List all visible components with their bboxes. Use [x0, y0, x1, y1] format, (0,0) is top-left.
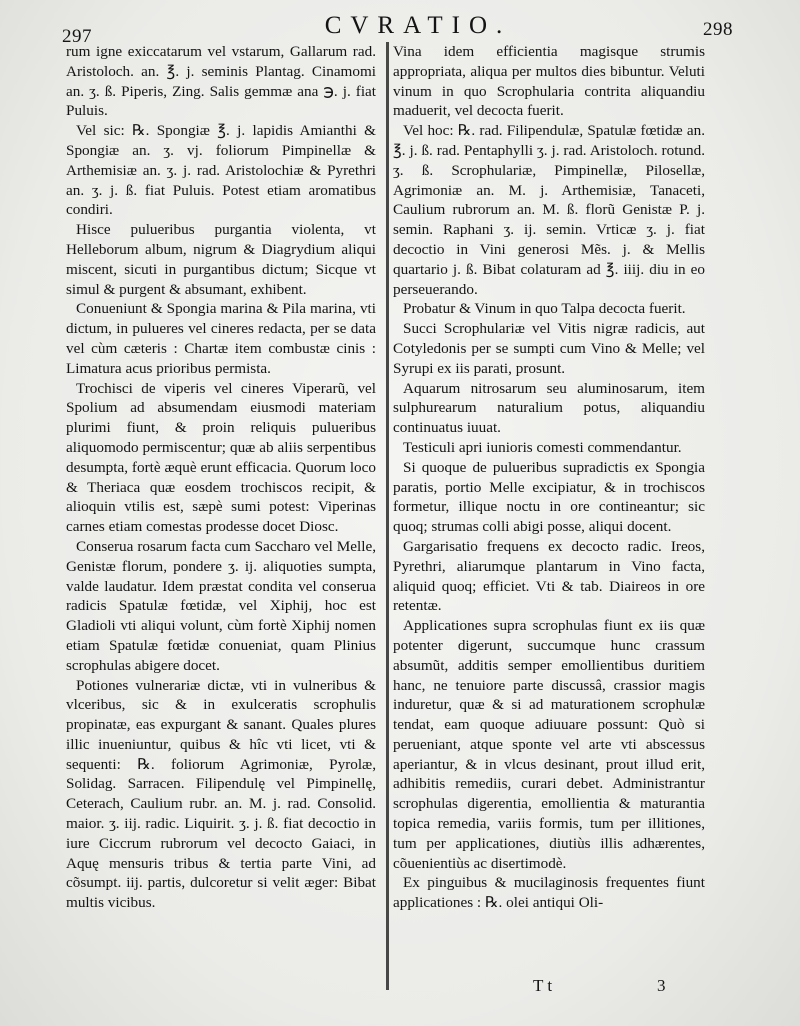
left-column — [66, 42, 376, 972]
page-number-left: 297 — [62, 26, 92, 47]
paragraph: Succi Scrophulariæ vel Vitis nigræ radicis, aut Cotyledonis per se sumpti cum Vino & Melle; vel Syrupi ex iis parati, prosunt. — [393, 320, 705, 377]
paragraph: Probatur & Vinum in quo Talpa decocta fuerit. — [403, 300, 686, 318]
paragraph: Hisce pulueribus purgantia violenta, vt Helleborum album, nigrum & Diagrydium aliqui miscent, sicuti in purgantibus dictum; Sicque vt simul & purgent & absumant, exhibent. — [66, 221, 376, 298]
paragraph: Trochisci de viperis vel cineres Viperarũ, vel Spolium ad absumendam eiusmodi materiam plurimi fiunt, & proin reliquis pulueribus aliquomodo permiscentur; quæ ab aliis serpentibus desumpta, fortè æquè erunt efficacia. Quorum loco & Theriaca quæ eosdem trochiscos recipit, & alioquin vtilis est, sæpè sumi potest: Viperinas carnes etiam comestas prodesse docet Diosc. — [66, 379, 376, 536]
running-title: CVRATIO. — [324, 12, 512, 39]
signature-mark: Tt — [533, 976, 557, 995]
paragraph: Vel hoc: ℞. rad. Filipendulæ, Spatulæ fœtidæ an. ℥. j. ß. rad. Pentaphylli ʒ. j. rad. Aristoloch. rotund. ʒ. ß. Scrophulariæ, Pimpinellæ, Pilosellæ, Agrimoniæ an. M. j. Arthemisiæ, Tanaceti, Caulium rubrorum an. M. ß. florũ Genistæ P. j. semin. Raphani ʒ. ij. semin. Vrticæ ʒ. j. fiat decoctio in Vini generosi Mẽs. j. & Mellis quartario j. ß. Bibat colaturam ad ℥. iiij. diu in eo perseuerando. — [393, 122, 705, 298]
paragraph: Vina idem efficientia magisque strumis appropriata, aliqua per multos dies bibuntur. Veluti vinum in quo Scrophularia contrita aliquandiu maduerit, vel decocta fuerit. — [393, 43, 705, 120]
paragraph: Gargarisatio frequens ex decocto radic. Ireos, Pyrethri, aliarumque plantarum in Vino facta, aliquid quoq; efficiet. Vti & tab. Diaireos in ore retentæ. — [393, 537, 705, 615]
paragraph: Testiculi apri iunioris comesti commendantur. — [403, 438, 682, 456]
paragraph: rum igne exiccatarum vel vstarum, Gallarum rad. Aristoloch. an. ℥. j. seminis Plantag. Cinamomi an. ʒ. ß. Piperis, Zing. Salis gemmæ ana ℈. j. fiat Puluis. — [66, 43, 376, 120]
paragraph: Conserua rosarum facta cum Saccharo vel Melle, Genistæ florum, pondere ʒ. ij. aliquoties sumpta, valde laudatur. Idem præstat condita vel conserua radicis Spatulæ fœtidæ, vel Xiphij, hoc est Gladioli vti aliqui volunt, cùm fortè Xiphij nomen etiam Spatulæ fœtidæ conueniat, quam Plinius scrophulas abigere docet. — [66, 537, 376, 674]
page-footer — [0, 975, 800, 1025]
page-header — [0, 6, 800, 46]
paragraph: Applicationes supra scrophulas fiunt ex iis quæ potenter digerunt, succumque hunc crassum absumũt, additis semper emollientibus duritiem hanc, ne tenuiore parte discussâ, crassior magis induretur, quæ & si ad maturationem scrophulæ tendat, eam quoque adiuuare possunt: Quò si perueniant, atque sponte vel arte vti abscessus aperiantur, & in vlcus desinant, prout illud erit, adhibitis remediis, curari debet. Administrantur scrophulas digerentia, emollientia & maturantia topica remedia, variis formis, tum per illitiones, tum per applicationes, diutiùs illis adhærentes, cõuenientiùs ac disertimodè. — [393, 617, 705, 872]
column-divider — [386, 42, 389, 990]
page-number-right: 298 — [703, 19, 733, 40]
right-column — [393, 42, 705, 972]
paragraph: Vel sic: ℞. Spongiæ ℥. j. lapidis Amianthi & Spongiæ an. ʒ. vj. foliorum Pimpinellæ & Arthemisiæ an. ʒ. j. rad. Aristolochiæ & Pyrethri an. ʒ. j. ß. fiat Puluis. Potest etiam aromatibus condiri. — [66, 122, 376, 219]
paragraph: Aquarum nitrosarum seu aluminosarum, item sulphurearum naturalium potus, aliquandiu continuatus iuuat. — [393, 379, 705, 437]
signature-number: 3 — [657, 976, 666, 995]
paragraph: Potiones vulnerariæ dictæ, vti in vulneribus & vlceribus, sic & in exulceratis scrophulis propinatæ, eas expurgant & sanant. Quales plures illic inueniuntur, quibus & hîc vti licet, vti & sequenti: ℞. foliorum Agrimoniæ, Pyrolæ, Solidag. Sarracen. Filipendulę vel Pimpinellę, Ceterach, Caulium rubr. an. M. j. rad. Consolid. maior. ʒ. iij. radic. Liquirit. ʒ. j. ß. fiat decoctio in iure Ciccrum rubrorum vel decocto Gaiaci, in Aquę mensuris tribus & tertia parte Vini, ad cõsumpt. iij. partis, dulcoretur si velit æger: Bibat multis vicibus. — [66, 676, 376, 912]
paragraph: Conueniunt & Spongia marina & Pila marina, vti dictum, in pulueres vel cineres redacta, per se data vel cùm cæteris : Chartæ item combustæ cinis : Limatura acus prioribus permista. — [66, 300, 376, 377]
paragraph: Si quoque de pulueribus supradictis ex Spongia paratis, portio Melle excipiatur, & in trochiscos formetur, illique noctu in ore contineantur; sic quoq; strumas colli abigi posse, aliqui docent. — [393, 458, 705, 536]
paragraph: Ex pinguibus & mucilaginosis frequentes fiunt applicationes : ℞. olei antiqui Oli- — [393, 874, 705, 912]
